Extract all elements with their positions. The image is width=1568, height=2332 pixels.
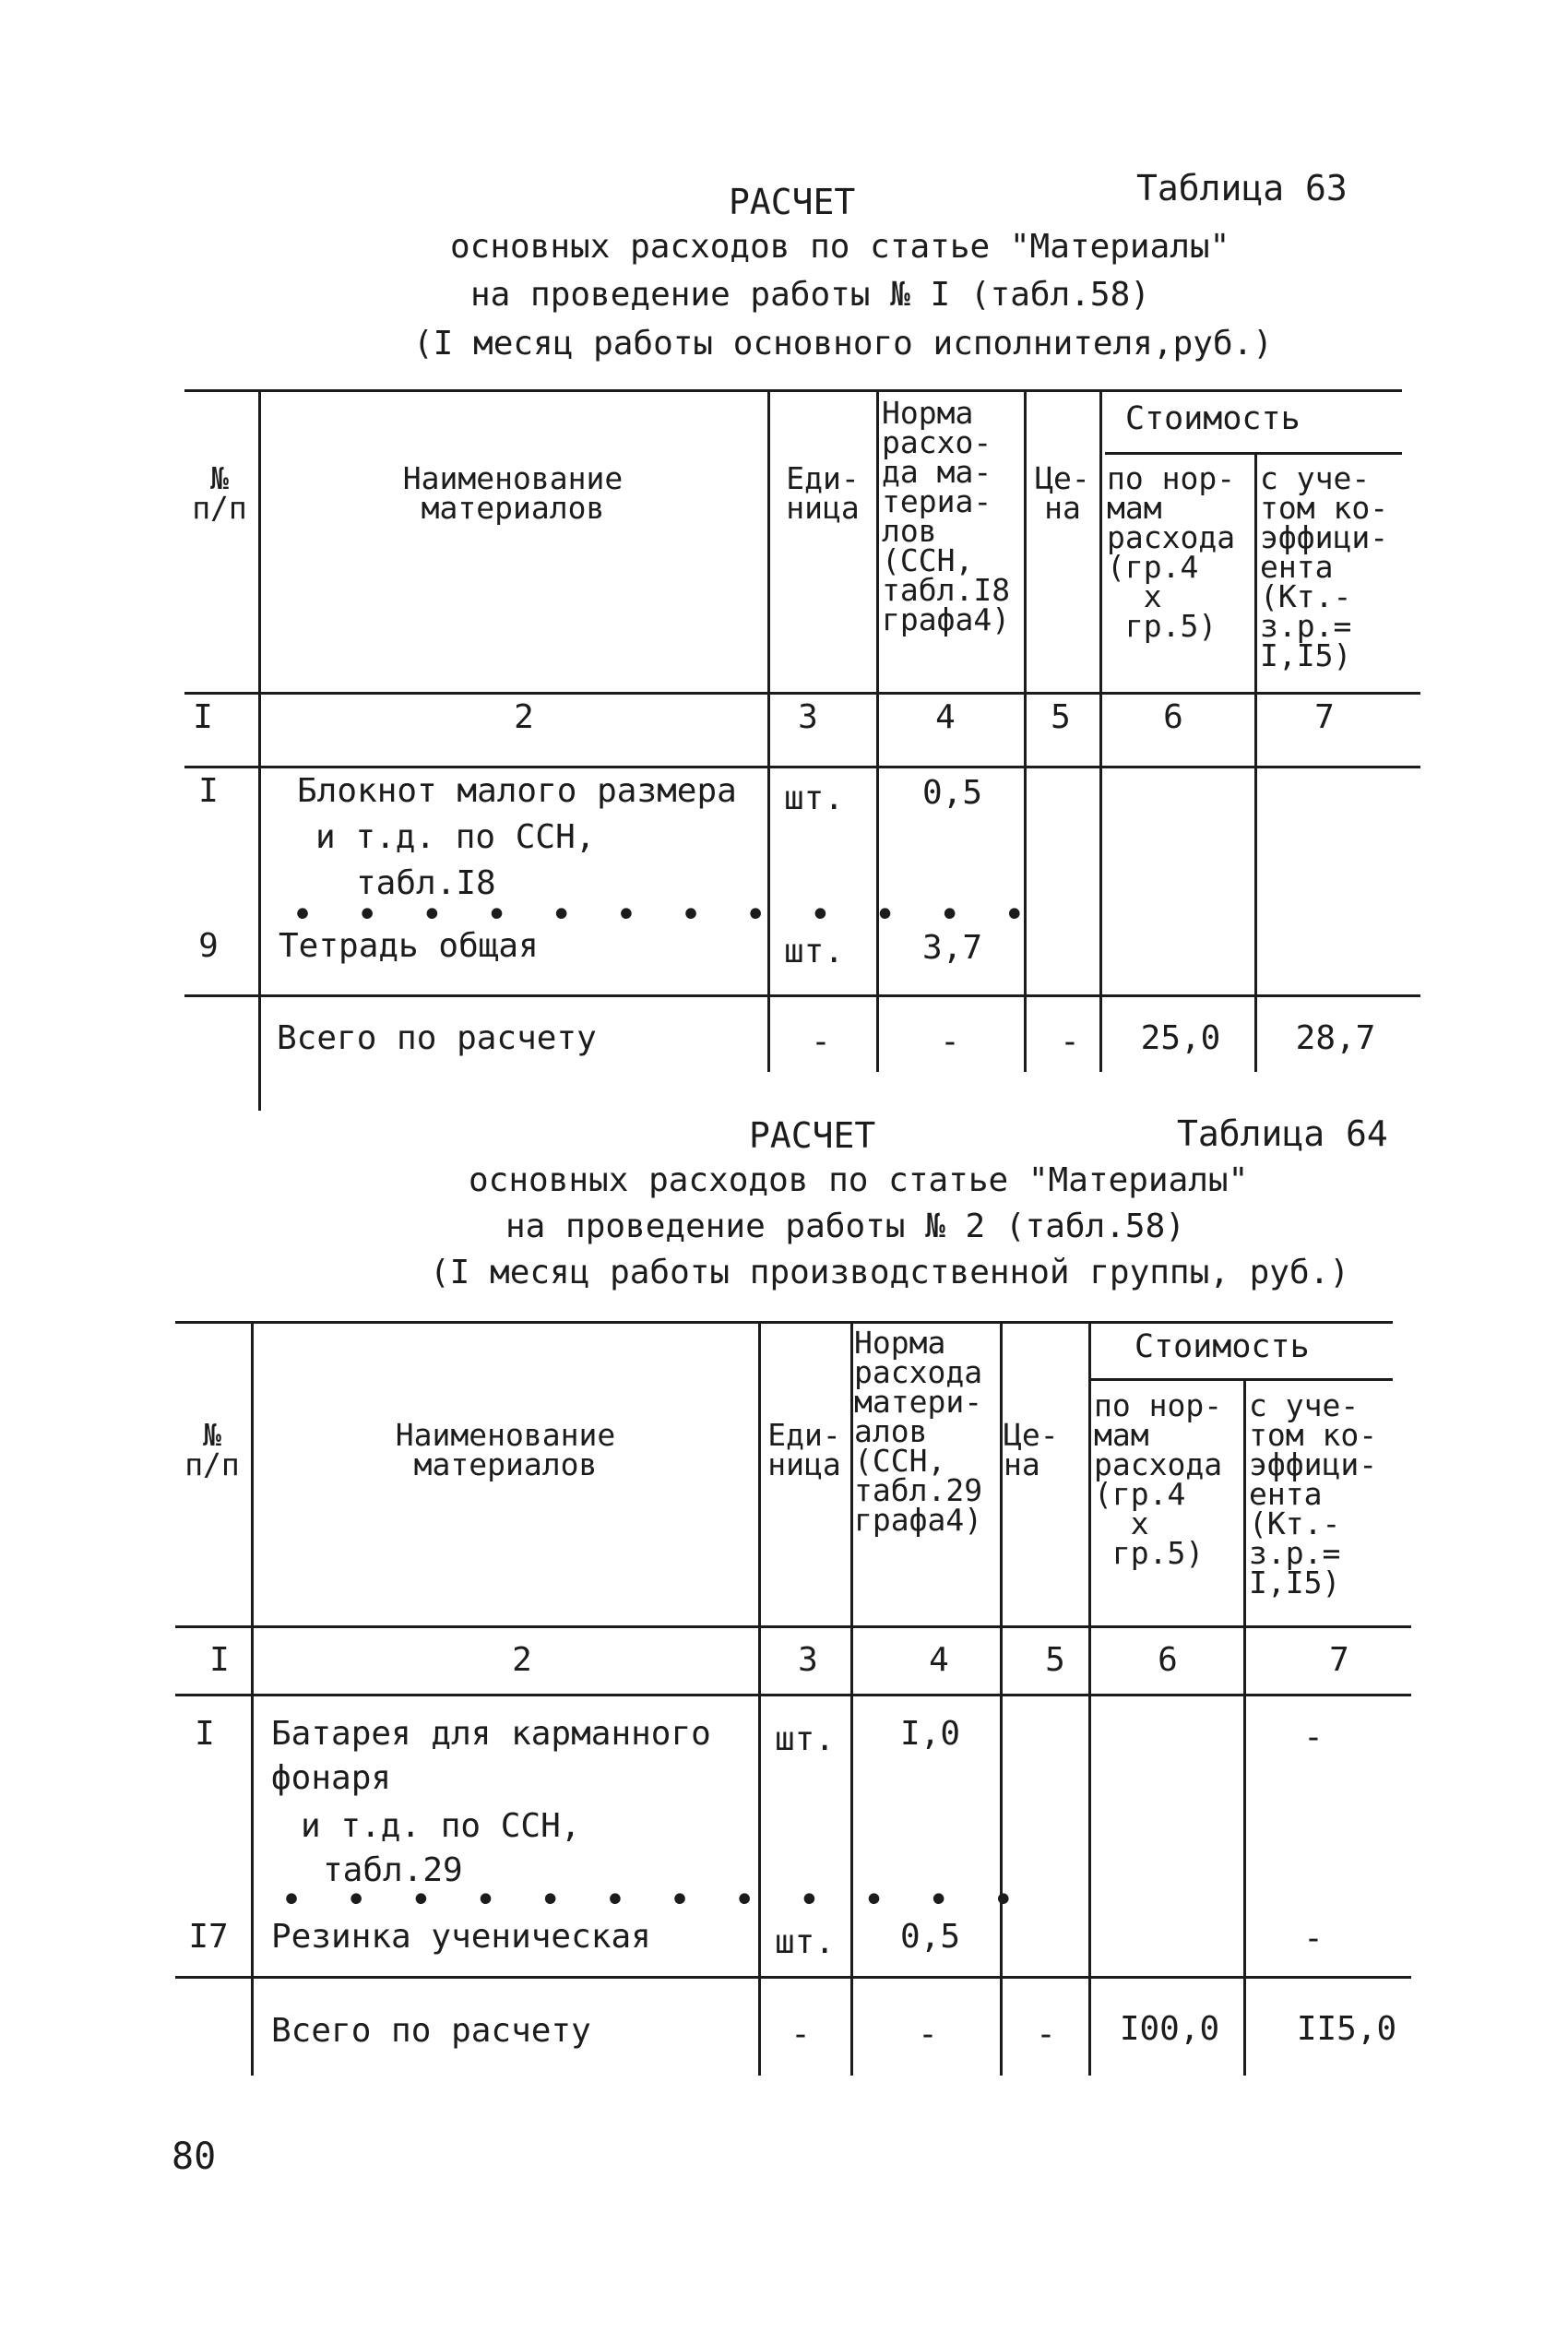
table63-header-norm: Норма расхо- да ма- териа- лов (ССН, табл.I8 графа4): [882, 395, 1011, 637]
table64-header-price: Це- на: [1004, 1417, 1059, 1482]
row-cost-coef: -: [1303, 1719, 1324, 1756]
row-unit: шт.: [775, 1923, 836, 1961]
table63-colnum-7: 7: [1314, 698, 1335, 736]
row-number: I: [195, 1715, 215, 1753]
row-unit: шт.: [784, 933, 845, 970]
table63-header-num: № п/п: [192, 460, 247, 526]
table64-colnum-2: 2: [512, 1641, 532, 1679]
table64-header-norm: Норма расхода матери- алов (ССН, табл.29 графа4): [854, 1325, 983, 1538]
row-norm: 0,5: [900, 1918, 961, 1956]
row-name: Резинка ученическая: [271, 1918, 651, 1956]
row-name-ref: и т.д. по ССН,: [301, 1807, 581, 1845]
table64-colnum-6: 6: [1158, 1641, 1178, 1679]
row-number: I: [198, 772, 219, 810]
row-unit: шт.: [784, 779, 845, 817]
table64-header-cost-coef: с уче- том ко- эффици- ента (Кт.- з.р.= I,I5): [1249, 1387, 1378, 1600]
ellipsis-dots: • • • • • • • • • • • •: [280, 1879, 1025, 1922]
total-label: Всего по расчету: [277, 1019, 597, 1057]
table63-header-cost-coef: с уче- том ко- эффици- ента (Кт.- з.р.= I,I5): [1260, 460, 1389, 673]
table63-colnum-5: 5: [1051, 698, 1071, 736]
total-norm: -: [918, 2016, 938, 2053]
table63-subtitle-3: (I месяц работы основного исполнителя,руб.): [413, 325, 1273, 363]
row-name-cont: и т.д. по ССН,: [315, 818, 596, 856]
table63-header-name: Наименование материалов: [402, 460, 624, 526]
table63-colnum-2: 2: [514, 698, 534, 736]
table64-subtitle-2: на проведение работы № 2 (табл.58): [505, 1208, 1185, 1245]
row-number: 9: [198, 927, 219, 965]
row-name-ref: табл.I8: [356, 864, 496, 902]
row-name-ref-table: табл.29: [323, 1851, 463, 1889]
table64-colnum-5: 5: [1045, 1641, 1065, 1679]
ellipsis-dots: • • • • • • • • • • • •: [291, 894, 1036, 936]
table64-header-name: Наименование материалов: [395, 1417, 616, 1482]
table63-header-price: Це- на: [1035, 460, 1090, 526]
row-name-cont: фонаря: [271, 1759, 392, 1797]
row-unit: шт.: [775, 1720, 836, 1758]
total-unit: -: [811, 1023, 831, 1061]
table64-subtitle-3: (I месяц работы производственной группы, руб.): [430, 1254, 1349, 1291]
total-price: -: [1060, 1023, 1080, 1061]
table63-colnum-6: 6: [1163, 698, 1183, 736]
table63-title: РАСЧЕТ: [729, 182, 856, 222]
total-cost-norm: 25,0: [1140, 1019, 1221, 1057]
table63-colnum-1: I: [193, 698, 213, 736]
table63-label: Таблица 63: [1136, 168, 1348, 208]
page-number: 80: [172, 2136, 217, 2178]
table63-subtitle-2: на проведение работы № I (табл.58): [470, 276, 1150, 314]
row-norm: 3,7: [922, 929, 983, 967]
row-number: I7: [188, 1918, 229, 1956]
table64-colnum-7: 7: [1329, 1641, 1349, 1679]
table63-colnum-3: 3: [798, 698, 818, 736]
table64-subtitle-1: основных расходов по статье "Материалы": [469, 1161, 1249, 1199]
table64-header-cost: Стоимость: [1134, 1328, 1310, 1365]
total-norm: -: [940, 1023, 960, 1061]
table64-label: Таблица 64: [1177, 1113, 1388, 1154]
total-label: Всего по расчету: [271, 2012, 591, 2050]
table63-header-unit: Еди- ница: [786, 460, 860, 526]
table63-subtitle-1: основных расходов по статье "Материалы": [450, 228, 1230, 266]
row-name: Блокнот малого размера: [297, 772, 737, 810]
table64-colnum-1: I: [209, 1641, 230, 1679]
table63-colnum-4: 4: [935, 698, 956, 736]
row-norm: I,0: [900, 1715, 961, 1753]
row-norm: 0,5: [922, 774, 983, 812]
table64-header-cost-norm: по нор- мам расхода (гр.4 х гр.5): [1094, 1387, 1223, 1571]
table64-header-num: № п/п: [184, 1417, 240, 1482]
table64-colnum-4: 4: [929, 1641, 949, 1679]
total-unit: -: [790, 2016, 811, 2053]
row-cost-coef: -: [1303, 1920, 1324, 1957]
total-price: -: [1036, 2016, 1056, 2053]
table63-header-cost-norm: по нор- мам расхода (гр.4 х гр.5): [1107, 460, 1236, 644]
table64-header-unit: Еди- ница: [767, 1417, 841, 1482]
total-cost-coef: 28,7: [1295, 1019, 1376, 1057]
table64-title: РАСЧЕТ: [749, 1115, 876, 1156]
table64-colnum-3: 3: [798, 1641, 818, 1679]
table63-header-cost: Стоимость: [1125, 400, 1301, 437]
row-name: Тетрадь общая: [279, 927, 539, 965]
total-cost-norm: I00,0: [1119, 2010, 1220, 2048]
row-name: Батарея для карманного: [271, 1715, 711, 1753]
total-cost-coef: II5,0: [1296, 2010, 1397, 2048]
